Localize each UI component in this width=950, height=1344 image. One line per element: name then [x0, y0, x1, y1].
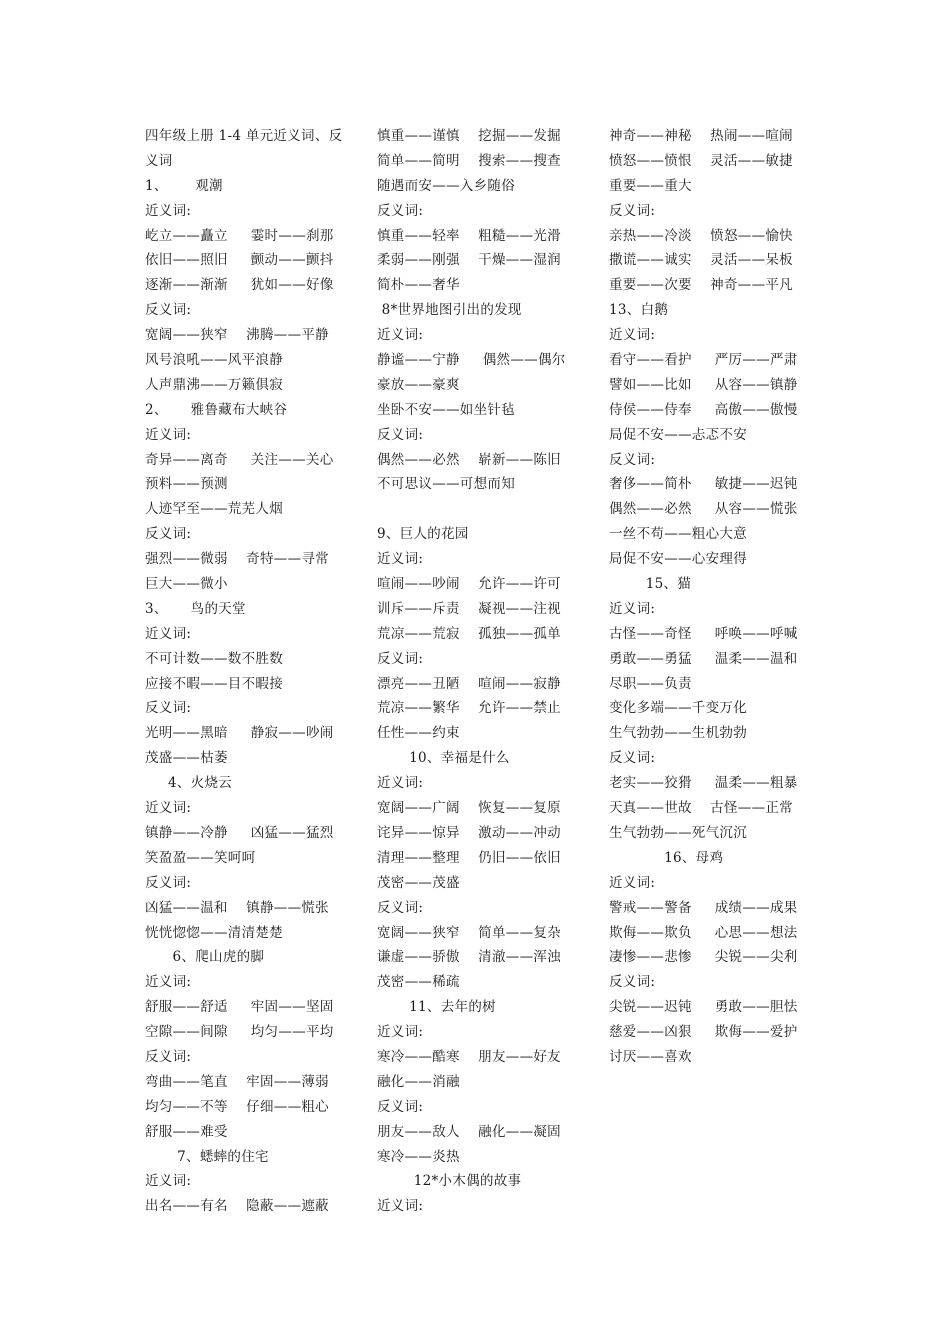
text-line: 近义词:: [609, 600, 656, 617]
text-line: 简朴——奢华: [377, 277, 460, 294]
text-line: 局促不安——心安理得: [609, 551, 747, 568]
text-line: 撒谎——诚实 灵活——呆板: [609, 252, 793, 269]
text-line: 朋友——敌人 融化——凝固: [377, 1123, 561, 1140]
text-line: 荒凉——荒寂 孤独——孤单: [377, 625, 561, 642]
text-line: 譬如——比如 从容——镇静: [609, 376, 798, 393]
text-line: 近义词:: [377, 1024, 424, 1041]
text-line: 宽阔——狭窄 沸腾——平静: [145, 327, 329, 344]
text-line: 凶猛——温和 镇静——慌张: [145, 899, 329, 916]
text-line: 慎重——轻率 粗糙——光滑: [377, 227, 561, 244]
text-line: 柔弱——刚强 干燥——湿润: [377, 252, 561, 269]
text-line: 训斥——斥责 凝视——注视: [377, 600, 561, 617]
text-line: 一丝不苟——粗心大意: [609, 526, 747, 543]
text-line: 屹立——矗立 霎时——刹那: [145, 227, 334, 244]
text-line: 近义词:: [377, 1198, 424, 1215]
text-line: 7、蟋蟀的住宅: [145, 1148, 269, 1165]
text-line: 逐渐——渐渐 犹如——好像: [145, 277, 334, 294]
text-line: 12*小木偶的故事: [377, 1173, 522, 1190]
text-line: 四年级上册 1-4 单元近义词、反: [145, 128, 343, 144]
text-line: 反义词:: [377, 426, 424, 443]
text-line: 依旧——照旧 颤动——颤抖: [145, 252, 334, 269]
text-line: 警戒——警备 成绩——成果: [609, 899, 798, 916]
text-line: 茂密——茂盛: [377, 874, 460, 891]
text-line: 16、母鸡: [609, 849, 724, 866]
text-line: 6、爬山虎的脚: [145, 949, 265, 966]
text-line: 反义词:: [377, 202, 424, 219]
text-line: 近义词:: [377, 551, 424, 568]
text-line: 荒凉——繁华 允许——禁止: [377, 700, 561, 717]
text-line: 光明——黑暗 静寂——吵闹: [145, 725, 334, 742]
text-line: 反义词:: [145, 700, 192, 717]
text-line: 反义词:: [145, 874, 192, 891]
text-line: 寒冷——酷寒 朋友——好友: [377, 1048, 561, 1065]
text-line: 均匀——不等 仔细——粗心: [145, 1098, 329, 1115]
text-line: 融化——消融: [377, 1073, 460, 1090]
text-line: 近义词:: [377, 775, 424, 792]
text-line: 老实——狡猾 温柔——粗暴: [609, 775, 798, 792]
text-line: 15、猫: [609, 576, 692, 593]
text-line: 宽阔——狭窄 简单——复杂: [377, 924, 561, 941]
text-line: 反义词:: [145, 302, 192, 319]
text-line: 不可计数——数不胜数: [145, 650, 283, 667]
text-line: 反义词:: [145, 1048, 192, 1065]
column-3: [609, 124, 814, 1070]
text-line: 近义词:: [609, 327, 656, 344]
text-line: 局促不安——忐忑不安: [609, 426, 747, 443]
text-line: 强烈——微弱 奇特——寻常: [145, 551, 329, 568]
text-line: 反义词:: [609, 750, 656, 767]
text-line: 喧闹——吵闹 允许——许可: [377, 576, 561, 593]
text-line: 凄惨——悲惨 尖锐——尖利: [609, 949, 798, 966]
text-line: 清理——整理 仍旧——依旧: [377, 849, 561, 866]
text-line: 空隙——间隙 均匀——平均: [145, 1024, 334, 1041]
text-line: 豪放——豪爽: [377, 376, 460, 393]
text-line: 巨大——微小: [145, 576, 228, 593]
text-line: 诧异——惊异 激动——冲动: [377, 824, 561, 841]
text-line: 简单——简明 搜索——搜查: [377, 152, 561, 169]
text-line: 近义词:: [609, 874, 656, 891]
text-line: 2、 雅鲁藏布大峡谷: [145, 401, 288, 418]
text-line: 近义词:: [145, 974, 192, 991]
text-line: 近义词:: [145, 625, 192, 642]
text-line: 人迹罕至——荒芜人烟: [145, 501, 283, 518]
text-line: 尖锐——迟钝 勇敢——胆怯: [609, 999, 798, 1016]
text-line: 近义词:: [145, 1173, 192, 1190]
text-line: [377, 497, 582, 522]
text-line: 10、幸福是什么: [377, 750, 510, 767]
text-line: 宽阔——广阔 恢复——复原: [377, 800, 561, 817]
text-line: 9、巨人的花园: [377, 526, 469, 543]
text-line: 茂密——稀疏: [377, 974, 460, 991]
text-line: 风号浪吼——风平浪静: [145, 352, 283, 369]
text-line: 3、 鸟的天堂: [145, 600, 246, 617]
text-line: 应接不暇——目不暇接: [145, 675, 283, 692]
text-line: 随遇而安——入乡随俗: [377, 177, 515, 194]
text-line: 变化多端——千变万化: [609, 700, 747, 717]
text-line: 1、 观潮: [145, 177, 223, 194]
text-line: 预料——预测: [145, 476, 228, 493]
text-line: 静谧——宁静 偶然——偶尔: [377, 352, 566, 369]
text-line: 笑盈盈——笑呵呵: [145, 849, 256, 866]
text-line: 义词: [145, 152, 173, 169]
text-line: 重要——次要 神奇——平凡: [609, 277, 793, 294]
text-line: 慎重——谨慎 挖掘——发掘: [377, 128, 561, 144]
column-1: [145, 124, 350, 1219]
text-line: 近义词:: [145, 426, 192, 443]
text-line: 任性——约束: [377, 725, 460, 742]
text-line: 反义词:: [609, 202, 656, 219]
text-line: 愤怒——愤恨 灵活——敏捷: [609, 152, 793, 169]
text-line: 4、火烧云: [145, 775, 233, 792]
text-line: 偶然——必然 从容——慌张: [609, 501, 798, 518]
text-line: 恍恍惚惚——清清楚楚: [145, 924, 283, 941]
text-line: 茂盛——枯萎: [145, 750, 228, 767]
column-2: [377, 124, 582, 1219]
text-line: 反义词:: [377, 1098, 424, 1115]
text-line: 反义词:: [609, 974, 656, 991]
text-line: 舒服——难受: [145, 1123, 228, 1140]
text-line: 慈爱——凶狠 欺侮——爱护: [609, 1024, 798, 1041]
text-line: 近义词:: [145, 800, 192, 817]
text-line: 谦虚——骄傲 清澈——浑浊: [377, 949, 561, 966]
text-line: 侍侯——侍奉 高傲——傲慢: [609, 401, 798, 418]
text-line: 勇敢——勇猛 温柔——温和: [609, 650, 798, 667]
text-line: 8*世界地图引出的发现: [377, 302, 522, 319]
text-line: 13、白鹅: [609, 302, 669, 319]
text-line: 奇异——离奇 关注——关心: [145, 451, 334, 468]
text-line: 天真——世故 古怪——正常: [609, 800, 793, 817]
text-line: 反义词:: [609, 451, 656, 468]
text-line: 尽职——负责: [609, 675, 692, 692]
text-line: 弯曲——笔直 牢固——薄弱: [145, 1073, 329, 1090]
text-line: 镇静——冷静 凶猛——猛烈: [145, 824, 334, 841]
text-line: 反义词:: [377, 899, 424, 916]
text-line: 生气勃勃——生机勃勃: [609, 725, 747, 742]
text-line: 舒服——舒适 牢固——坚固: [145, 999, 334, 1016]
text-line: 反义词:: [145, 526, 192, 543]
text-line: 看守——看护 严厉——严肃: [609, 352, 798, 369]
text-line: 坐卧不安——如坐针毡: [377, 401, 515, 418]
text-line: 讨厌——喜欢: [609, 1048, 692, 1065]
text-line: 奢侈——简朴 敏捷——迟钝: [609, 476, 798, 493]
text-line: 出名——有名 隐蔽——遮蔽: [145, 1198, 329, 1215]
text-line: 生气勃勃——死气沉沉: [609, 824, 747, 841]
text-line: 近义词:: [145, 202, 192, 219]
text-line: 11、去年的树: [377, 999, 496, 1016]
text-line: 漂亮——丑陋 喧闹——寂静: [377, 675, 561, 692]
text-line: 古怪——奇怪 呼唤——呼喊: [609, 625, 798, 642]
text-line: 重要——重大: [609, 177, 692, 194]
text-line: 神奇——神秘 热闹——喧闹: [609, 128, 793, 144]
text-line: 亲热——冷淡 愤怒——愉快: [609, 227, 793, 244]
text-line: 偶然——必然 崭新——陈旧: [377, 451, 561, 468]
text-line: 反义词:: [377, 650, 424, 667]
text-line: 寒冷——炎热: [377, 1148, 460, 1165]
text-line: 近义词:: [377, 327, 424, 344]
text-line: 人声鼎沸——万籁俱寂: [145, 376, 283, 393]
text-line: 欺侮——欺负 心思——想法: [609, 924, 798, 941]
text-line: 不可思议——可想而知: [377, 476, 515, 493]
